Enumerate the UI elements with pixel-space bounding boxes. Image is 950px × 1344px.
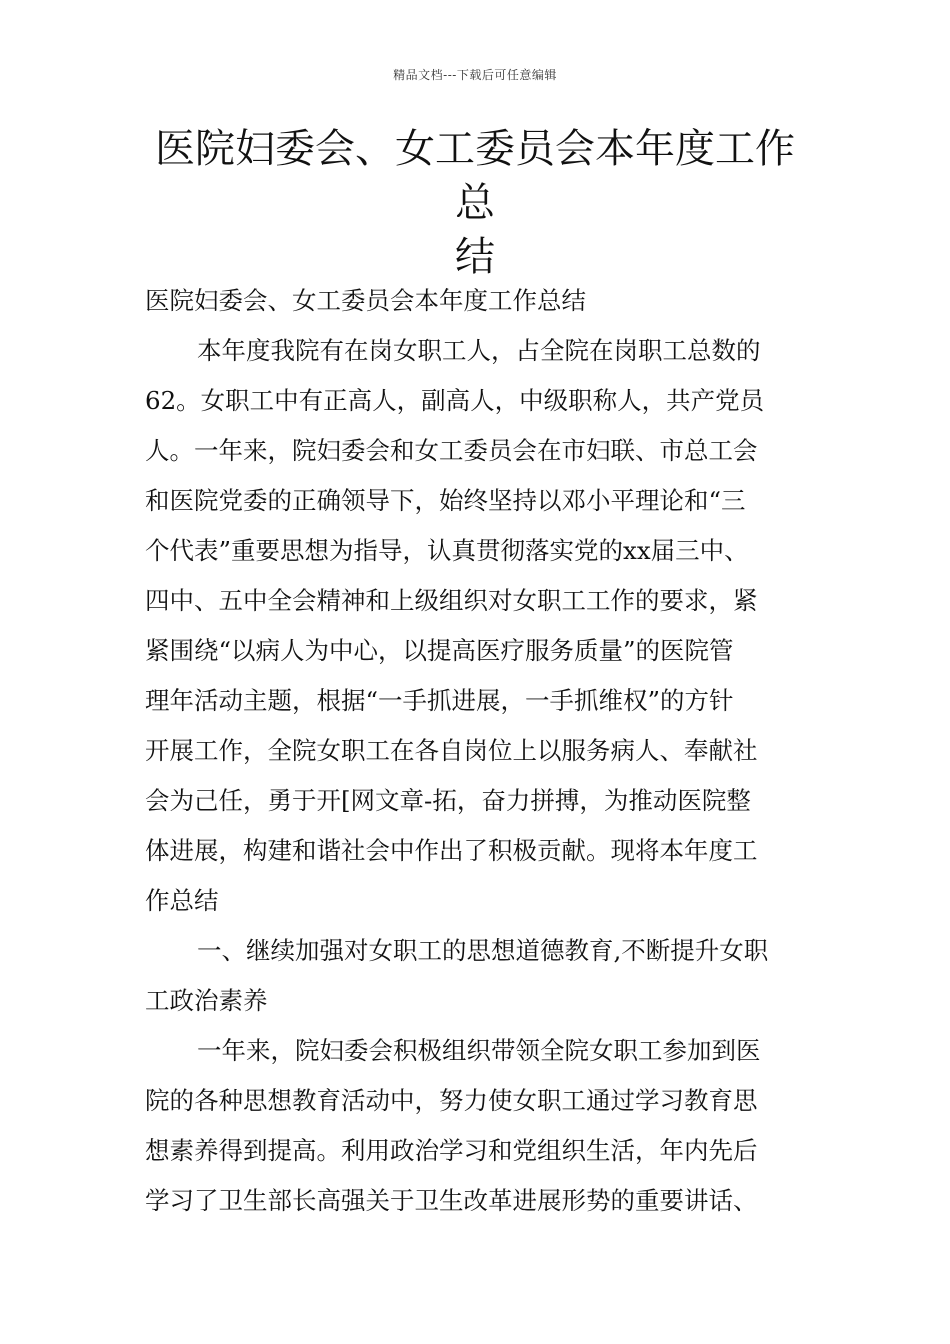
paragraph-line: 紧围绕“以病人为中心，以提高医疗服务质量”的医院管 <box>145 636 734 665</box>
paragraph-line: 体进展，构建和谐社会中作出了积极贡献。现将本年度工 <box>145 836 758 865</box>
section-heading-line: 一、继续加强对女职工的思想道德教育,不断提升女职 <box>197 936 769 965</box>
document-title <box>140 122 810 284</box>
paragraph-line: 一年来，院妇委会积极组织带领全院女职工参加到医 <box>197 1036 761 1065</box>
paragraph-line: 62。女职工中有正高人，副高人，中级职称人，共产党员 <box>145 386 765 415</box>
paragraph-line: 四中、五中全会精神和上级组织对女职工工作的要求，紧 <box>145 586 758 615</box>
paragraph-line: 院的各种思想教育活动中，努力使女职工通过学习教育思 <box>145 1086 758 1115</box>
paragraph-line: 和医院党委的正确领导下，始终坚持以邓小平理论和“三 <box>145 486 746 515</box>
paragraph-line: 会为己任，勇于开[网文章-拓，奋力拼搏，为推动医院整 <box>145 786 751 815</box>
section-heading-line: 工政治素养 <box>145 986 268 1015</box>
paragraph-line: 个代表”重要思想为指导，认真贯彻落实党的xx届三中、 <box>145 536 749 565</box>
paragraph-line: 作总结 <box>145 886 219 915</box>
paragraph-line: 本年度我院有在岗女职工人，占全院在岗职工总数的 <box>197 336 761 365</box>
paragraph-line: 想素养得到提高。利用政治学习和党组织生活，年内先后 <box>145 1136 758 1165</box>
paragraph-line: 人。一年来，院妇委会和女工委员会在市妇联、市总工会 <box>145 436 758 465</box>
paragraph-line: 学习了卫生部长高强关于卫生改革进展形势的重要讲话、 <box>145 1186 758 1215</box>
document-title-line: 医院妇委会、女工委员会本年度工作总 <box>155 126 795 226</box>
paragraph-line: 开展工作，全院女职工在各自岗位上以服务病人、奉献社 <box>145 736 758 765</box>
paragraph-line: 理年活动主题，根据“一手抓进展，一手抓维权”的方针 <box>145 686 734 715</box>
header-note: 精品文档---下载后可任意编辑 <box>393 68 557 82</box>
document-title-line: 结 <box>455 234 495 280</box>
subtitle-line: 医院妇委会、女工委员会本年度工作总结 <box>145 286 586 315</box>
document-body <box>145 276 810 1226</box>
